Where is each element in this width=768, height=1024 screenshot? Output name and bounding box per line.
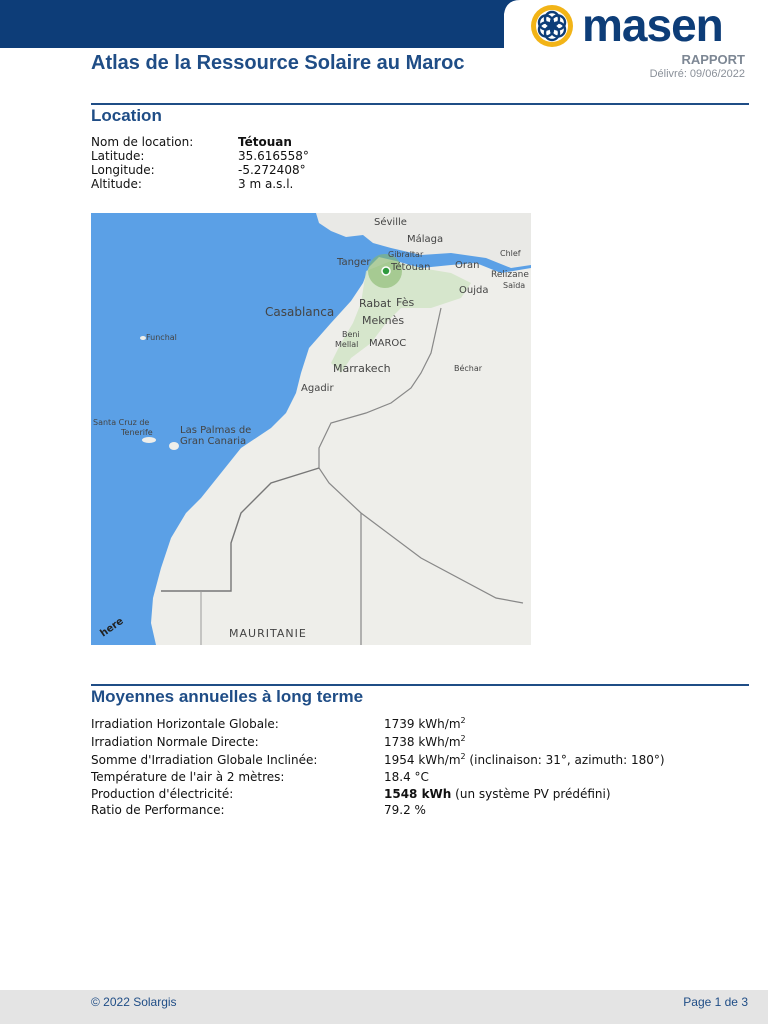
map-label-gibraltar: Gibraltar bbox=[388, 250, 424, 259]
gti-value: 1954 kWh/$m^2$ (inclinaison: 31°, azimuth: 180°) bbox=[384, 752, 665, 767]
ghi-label: Irradiation Horizontale Globale: bbox=[91, 717, 279, 731]
altitude-value: 3 m a.s.l. bbox=[238, 177, 294, 191]
map-label-rabat: Rabat bbox=[359, 297, 392, 310]
location-pin-icon[interactable] bbox=[382, 267, 390, 275]
map-label-oujda: Oujda bbox=[459, 285, 489, 296]
map-label-casablanca: Casablanca bbox=[265, 305, 335, 319]
longitude-label: Longitude: bbox=[91, 163, 155, 177]
here-logo: here bbox=[98, 615, 126, 640]
map-label-relizane: Relizane bbox=[491, 270, 529, 280]
report-title: Atlas de la Ressource Solaire au Maroc bbox=[91, 52, 465, 74]
gran-canaria-island bbox=[169, 442, 179, 450]
map-label-marrakech: Marrakech bbox=[333, 362, 391, 375]
map-label-tenerife: Tenerife bbox=[121, 428, 153, 437]
footer-copyright: © 2022 Solargis bbox=[91, 995, 177, 1009]
map-label-maroc: MAROC bbox=[369, 338, 407, 349]
averages-heading: Moyennes annuelles à long terme bbox=[91, 687, 364, 706]
location-map[interactable] bbox=[91, 213, 531, 645]
map-label-meknes: Meknès bbox=[362, 314, 405, 327]
latitude-value: 35.616558° bbox=[238, 149, 309, 163]
map-label-oran: Oran bbox=[455, 260, 480, 271]
map-label-tetouan: Tétouan bbox=[391, 262, 431, 273]
map-label-agadir: Agadir bbox=[301, 383, 334, 394]
performance-label: Ratio de Performance: bbox=[91, 803, 225, 817]
section-divider bbox=[91, 684, 749, 686]
report-label: RAPPORT bbox=[681, 52, 745, 67]
location-heading: Location bbox=[91, 106, 162, 125]
map-label-saida: Saïda bbox=[503, 281, 526, 290]
production-value: 1548 kWh (un système PV prédéfini) bbox=[384, 787, 611, 801]
section-divider bbox=[91, 103, 749, 105]
map-label-chlef: Chlef bbox=[500, 249, 521, 258]
map-label-mauritanie: MAURITANIE bbox=[229, 627, 307, 640]
map-label-santa-cruz: Santa Cruz de bbox=[93, 418, 150, 427]
masen-logo-icon bbox=[526, 2, 578, 50]
masen-logo-text: masen bbox=[582, 0, 723, 51]
dni-label: Irradiation Normale Directe: bbox=[91, 735, 259, 749]
temp-label: Température de l'air à 2 mètres: bbox=[91, 770, 285, 784]
map-label-malaga: Málaga bbox=[407, 234, 444, 245]
map-label-beni-mellal-2: Mellal bbox=[335, 340, 359, 349]
location-label: Nom de location: bbox=[91, 135, 194, 149]
longitude-value: -5.272408° bbox=[238, 163, 306, 177]
map-label-fes: Fès bbox=[396, 296, 415, 309]
map-label-seville: Séville bbox=[374, 217, 407, 228]
map-label-gran-canaria: Gran Canaria bbox=[180, 436, 247, 447]
temp-value: 18.4 °C bbox=[384, 770, 429, 784]
dni-value: 1738 kWh/$m^2$ bbox=[384, 734, 466, 749]
ghi-value: 1739 kWh/$m^2$ bbox=[384, 716, 466, 731]
latitude-label: Latitude: bbox=[91, 149, 145, 163]
altitude-label: Altitude: bbox=[91, 177, 142, 191]
tenerife-island bbox=[142, 437, 156, 443]
report-date: Délivré: 09/06/2022 bbox=[649, 68, 745, 80]
map-label-las-palmas: Las Palmas de bbox=[180, 425, 252, 436]
map-label-funchal: Funchal bbox=[146, 333, 177, 342]
location-value: Tétouan bbox=[238, 135, 292, 149]
performance-value: 79.2 % bbox=[384, 803, 426, 817]
production-label: Production d'électricité: bbox=[91, 787, 234, 801]
map-label-tanger: Tanger bbox=[337, 257, 371, 268]
map-label-bechar: Béchar bbox=[454, 364, 483, 373]
footer-page-number: Page 1 de 3 bbox=[683, 995, 748, 1009]
gti-label: Somme d'Irradiation Globale Inclinée: bbox=[91, 753, 318, 767]
map-label-beni-mellal: Beni bbox=[342, 330, 360, 339]
